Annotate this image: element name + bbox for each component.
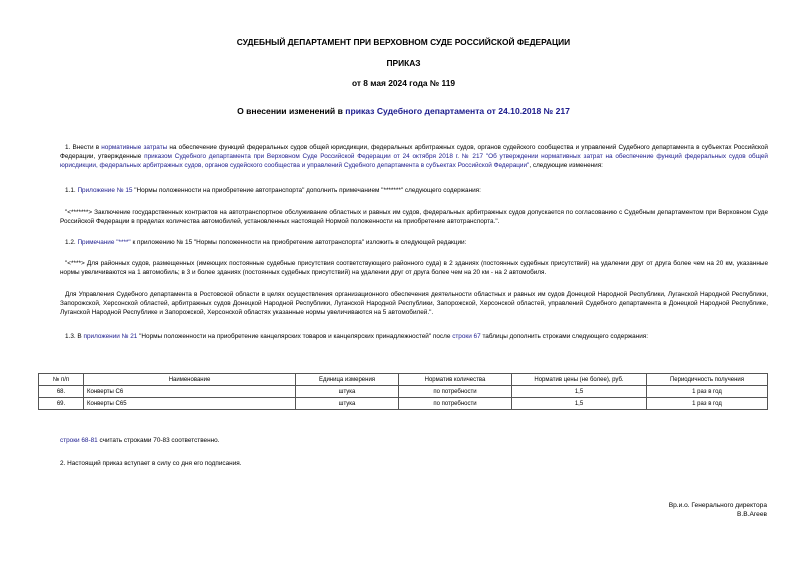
cell-quantity: по потребности [399,386,512,398]
signature-position: Вр.и.о. Генерального директора [668,502,767,509]
p12-text-b: к приложению № 15 "Нормы положенности на приобретение автотранспорта" изложить в следующей редакции: [130,239,467,246]
cell-quantity: по потребности [399,398,512,410]
p1-text-b: на обеспечение функций федеральных судов общей юрисдикции, федеральных арбитражных судов, органов судейского сообщества и управлений Судебного департамента в субъектах Российской Федерации, утвержденные [60,144,768,160]
table-header-row [39,374,768,386]
col-header-periodicity: Периодичность получения [647,374,768,386]
doc-type: ПРИКАЗ [386,58,421,68]
cell-periodicity: 1 раз в год [647,398,768,410]
paragraph-after-table [60,436,768,445]
col-header-unit: Единица измерения [296,374,399,386]
cell-number: 68. [39,386,84,398]
p13-link-row-67[interactable]: строки 67 [452,333,481,340]
paragraph-1 [60,143,768,170]
cell-number: 69. [39,398,84,410]
p13-text-b: "Нормы положенности на приобретение канцелярских товаров и канцелярских принадлежностей" после [137,333,453,340]
paragraph-2: 2. Настоящий приказ вступает в силу со дня его подписания. [60,460,242,467]
cell-price: 1,5 [512,398,647,410]
col-header-name: Наименование [84,374,296,386]
table-row [39,398,768,410]
doc-title [0,106,807,116]
p13-text-a: 1.3. В [65,333,84,340]
paragraph-1-3 [60,332,768,341]
p1-text-c: , следующие изменения: [529,162,603,169]
p1-link-norm-costs[interactable]: нормативные затраты [101,144,168,151]
p13-link-appendix-21[interactable]: приложении № 21 [83,333,138,340]
cell-name: Конверты С6 [84,386,296,398]
title-link[interactable]: приказ Судебного департамента от 24.10.2018 № 217 [345,106,570,116]
cell-name: Конверты С65 [84,398,296,410]
quote-1-text: "<*******> Заключение государственных контрактов на автотранспортное обслуживание областных и равных им судов, федеральных арбитражных судов допускается по согласованию с Судебным департаментом при Верховном Суде Российской Федерации в пределах количества автомобилей, установленных настоящей Нормой положенности на приобретение автотранспорта.". [60,209,768,225]
p11-link-appendix-15[interactable]: Приложение № 15 [77,187,133,194]
p11-text-a: 1.1. [65,187,78,194]
stationery-table [38,373,768,410]
col-header-number: № п/п [39,374,84,386]
title-prefix: О внесении изменений в [237,106,346,116]
cell-unit: штука [296,386,399,398]
department-header: СУДЕБНЫЙ ДЕПАРТАМЕНТ ПРИ ВЕРХОВНОМ СУДЕ РОССИЙСКОЙ ФЕДЕРАЦИИ [236,37,571,47]
p12-link-note[interactable]: Примечание "****" [77,239,131,246]
quote-3-text: Для Управления Судебного департамента в Ростовской области в целях осуществления организационного обеспечения деятельности областных и равных им судов Донецкой Народной Республики, Луганской Народной Республики, Запорожской, Херсонской областей, арбитражных судов Донецкой Народной Республики, Луганской Народной Республики, Запорожской, Херсонской областей, управлений Судебного департамента в Донецкой Народной Республике, Луганской Народной Республике и Запорожской, Херсонской областях указанные нормы увеличиваются на 5 автомобилей.". [60,291,768,316]
cell-periodicity: 1 раз в год [647,386,768,398]
p11-text-b: "Нормы положенности на приобретение автотранспорта" дополнить примечанием "*******" следующего содержания: [132,187,481,194]
paragraph-1-1 [60,186,768,195]
quote-2-text: "<****> Для районных судов, размещенных (имеющих постоянные судебные присутствия соответствующего районного суда) в 2 зданиях (постоянных судебных присутствий) на удалении друг от друга более чем на 20 км, указанные нормы увеличиваются на 1 автомобиль; в 3 и более зданиях (постоянных судебных присутствий) на удалении друг от друга более чем на 20 км - на 2 автомобиля. [60,260,768,276]
quote-3 [60,290,768,317]
p1-text-a: 1. Внести в [65,144,102,151]
signature-block [669,501,767,519]
col-header-quantity: Норматив количества [399,374,512,386]
paragraph-1-2 [60,238,768,247]
p12-text-a: 1.2. [65,239,78,246]
signature-name: В.В.Агеев [737,511,767,518]
p1-link-order-217[interactable]: приказом Судебного департамента при Верховном Суде Российской Федерации от 24 октября 2018 г. № 217 "Об утверждении нормативных затрат на обеспечение функций федеральных судов общей юрисдикции, федеральных арбитражных судов, органов судейского сообщества и управлений Судебного департамента в субъектах Российской Федерации" [60,153,769,169]
table-row [39,386,768,398]
cell-unit: штука [296,398,399,410]
after-text-b: считать строками 70-83 соответственно. [97,437,220,444]
quote-2 [60,259,768,277]
p13-text-c: таблицы дополнить строками следующего содержания: [480,333,649,340]
doc-date-number: от 8 мая 2024 года № 119 [351,78,456,88]
quote-1 [60,208,768,226]
after-link-rows[interactable]: строки 68-81 [60,437,98,444]
col-header-price: Норматив цены (не более), руб. [512,374,647,386]
cell-price: 1,5 [512,386,647,398]
